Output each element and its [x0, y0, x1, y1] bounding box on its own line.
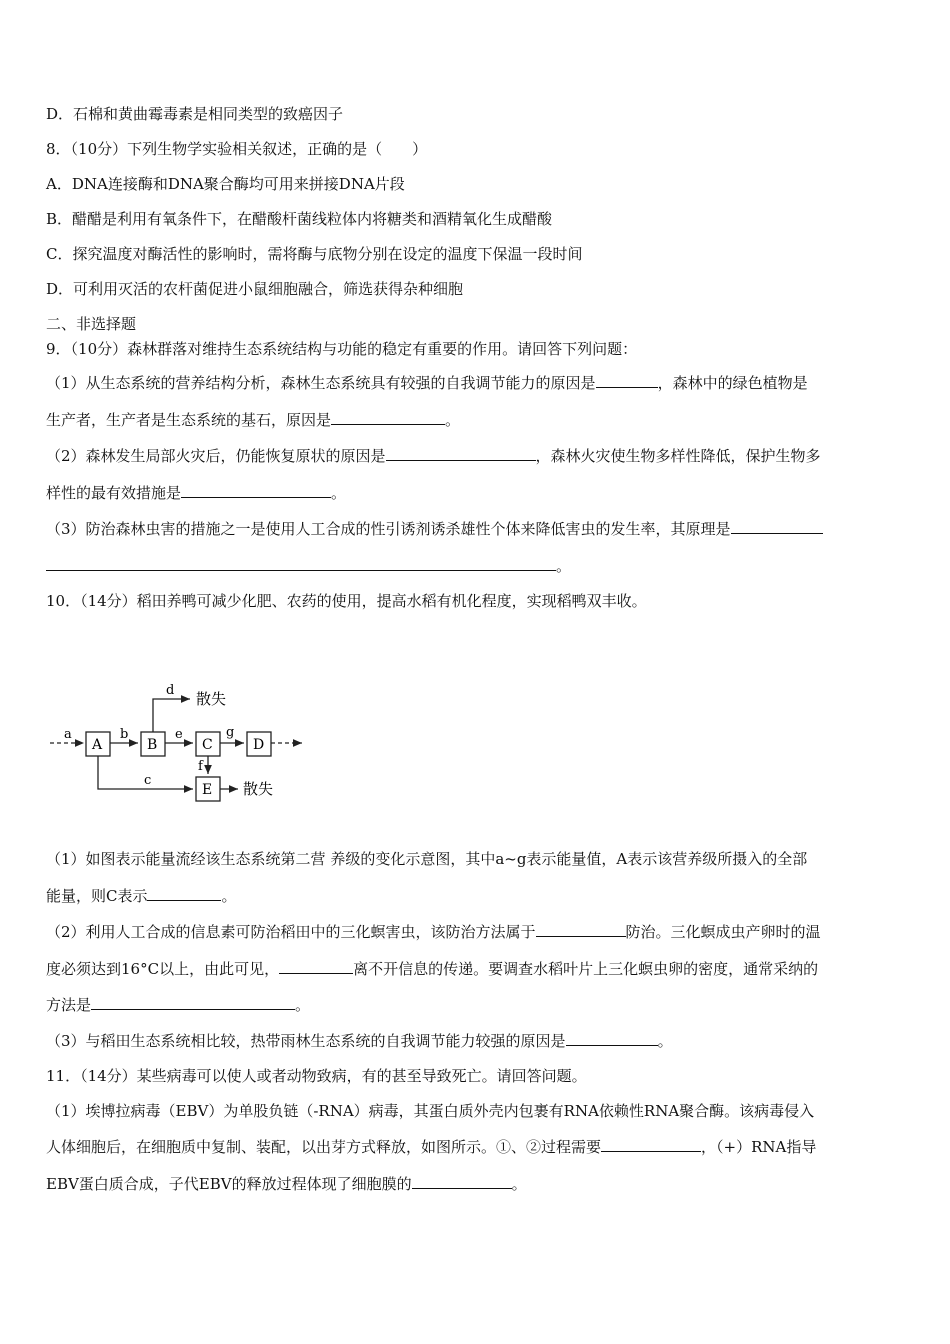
label-g: g [226, 725, 235, 740]
q10-part2-line3 [46, 995, 310, 1015]
answer-blank[interactable] [181, 483, 331, 498]
q10-part2-line1 [46, 922, 821, 942]
q9-part3-text: （3）防治森林虫害的措施之一是使用人工合成的性引诱剂诱杀雄性个体来降低害虫的发生率，其原理是 [46, 520, 731, 538]
answer-blank[interactable] [386, 446, 536, 461]
q11-part1-text: 人体细胞后，在细胞质中复制、装配，以出芽方式释放，如图所示。①、②过程需要 [46, 1138, 602, 1156]
q9-part2-line2 [46, 483, 346, 503]
answer-blank[interactable] [601, 1137, 701, 1152]
answer-blank[interactable] [46, 556, 556, 571]
q8-option-c: C．探究温度对酶活性的影响时，需将酶与底物分别在设定的温度下保温一段时间 [46, 245, 583, 263]
q9-part2-text2: ，森林火灾使生物多样性降低，保护生物多 [535, 447, 821, 465]
q8-option-d: D．可利用灭活的农杆菌促进小鼠细胞融合，筛选获得杂种细胞 [46, 280, 464, 298]
q11-part1-text2: ，（+）RNA指导 [701, 1138, 817, 1156]
q11-part1-line3 [46, 1174, 527, 1194]
q10-part2-text4: 离不开信息的传递。要调查水稻叶片上三化螟虫卵的密度，通常采纳的 [353, 960, 819, 978]
label-c: c [144, 773, 152, 788]
q9-part3-line2 [46, 556, 571, 576]
q8-option-a: A．DNA连接酶和DNA聚合酶均可用来拼接DNA片段 [46, 175, 405, 193]
q10-part2-text: （2）利用人工合成的信息素可防治稻田中的三化螟害虫，该防治方法属于 [46, 923, 536, 941]
q10-part2-line2 [46, 959, 818, 979]
q11-part1-line1: （1）埃博拉病毒（EBV）为单股负链（-RNA）病毒，其蛋白质外壳内包裹有RNA依赖性RNA聚合酶。该病毒侵入 [46, 1102, 815, 1120]
q10-part3-end: 。 [657, 1032, 673, 1050]
q10-part1-line1: （1）如图表示能量流经该生态系统第二营 养级的变化示意图，其中a~g表示能量值，A表示该营养级所摄入的全部 [46, 850, 808, 868]
q7-option-d: D．石棉和黄曲霉毒素是相同类型的致癌因子 [46, 105, 344, 123]
q9-part2-text3: 样性的最有效措施是 [46, 484, 182, 502]
answer-blank[interactable] [596, 373, 658, 388]
q9-part2-line1 [46, 446, 821, 466]
section-heading: 二、非选择题 [46, 315, 137, 333]
node-b-label: B [147, 737, 158, 753]
node-c-label: C [202, 737, 213, 753]
q11-part1-text3: EBV蛋白质合成，子代EBV的释放过程体现了细胞膜的 [46, 1175, 412, 1193]
q10-part1-line2 [46, 886, 237, 906]
q9-part2-text: （2）森林发生局部火灾后，仍能恢复原状的原因是 [46, 447, 386, 465]
q9-part1-line1 [46, 373, 808, 393]
answer-blank[interactable] [91, 995, 295, 1010]
q9-part1-line2 [46, 410, 460, 430]
loss-label-2: 散失 [243, 780, 274, 798]
q10-part2-text5: 方法是 [46, 996, 92, 1014]
answer-blank[interactable] [731, 519, 823, 534]
q10-part3-line1 [46, 1031, 673, 1051]
q9-part3-end: 。 [556, 557, 572, 575]
answer-blank[interactable] [536, 922, 626, 937]
q8-option-b: B．醋醋是利用有氧条件下，在醋酸杆菌线粒体内将糖类和酒精氧化生成醋酸 [46, 210, 553, 228]
answer-blank[interactable] [147, 886, 221, 901]
answer-blank[interactable] [331, 410, 445, 425]
q10-stem: 10．（14分）稻田养鸭可减少化肥、农药的使用，提高水稻有机化程度，实现稻鸭双丰收。 [46, 592, 647, 610]
label-d: d [166, 683, 175, 698]
q10-part2-text2: 防治。三化螟成虫产卵时的温 [625, 923, 821, 941]
node-e-label: E [202, 782, 213, 798]
q8-stem: 8．（10分）下列生物学实验相关叙述，正确的是（ ） [46, 140, 428, 158]
node-d-label: D [253, 737, 265, 753]
q9-part1-text: （1）从生态系统的营养结构分析，森林生态系统具有较强的自我调节能力的原因是 [46, 374, 596, 392]
q10-part2-end: 。 [295, 996, 311, 1014]
q10-part2-text3: 度必须达到16°C以上，由此可见， [46, 960, 280, 978]
label-e: e [175, 727, 183, 742]
q9-part3-line1 [46, 519, 823, 539]
loss-label-1: 散失 [196, 690, 227, 708]
q9-part2-end: 。 [331, 484, 347, 502]
arrow-d [153, 699, 190, 732]
label-b: b [120, 727, 129, 742]
answer-blank[interactable] [412, 1174, 512, 1189]
q11-part1-end: 。 [511, 1175, 527, 1193]
q11-part1-line2 [46, 1137, 816, 1157]
q10-part3-text: （3）与稻田生态系统相比较，热带雨林生态系统的自我调节能力较强的原因是 [46, 1032, 566, 1050]
q10-part1-end: 。 [221, 887, 237, 905]
answer-blank[interactable] [566, 1031, 658, 1046]
label-a: a [64, 727, 72, 742]
q9-stem: 9．（10分）森林群落对维持生态系统结构与功能的稳定有重要的作用。请回答下列问题： [46, 340, 638, 358]
q11-stem: 11．（14分）某些病毒可以使人或者动物致病，有的甚至导致死亡。请回答问题。 [46, 1067, 587, 1085]
label-f: f [198, 759, 203, 774]
energy-flow-diagram [40, 680, 320, 805]
q10-part1-text: 能量，则C表示 [46, 887, 148, 905]
q9-part1-text2: ，森林中的绿色植物是 [657, 374, 808, 392]
q9-part1-end: 。 [445, 411, 461, 429]
answer-blank[interactable] [279, 959, 353, 974]
q9-part1-text3: 生产者，生产者是生态系统的基石，原因是 [46, 411, 332, 429]
node-a-label: A [92, 737, 103, 753]
